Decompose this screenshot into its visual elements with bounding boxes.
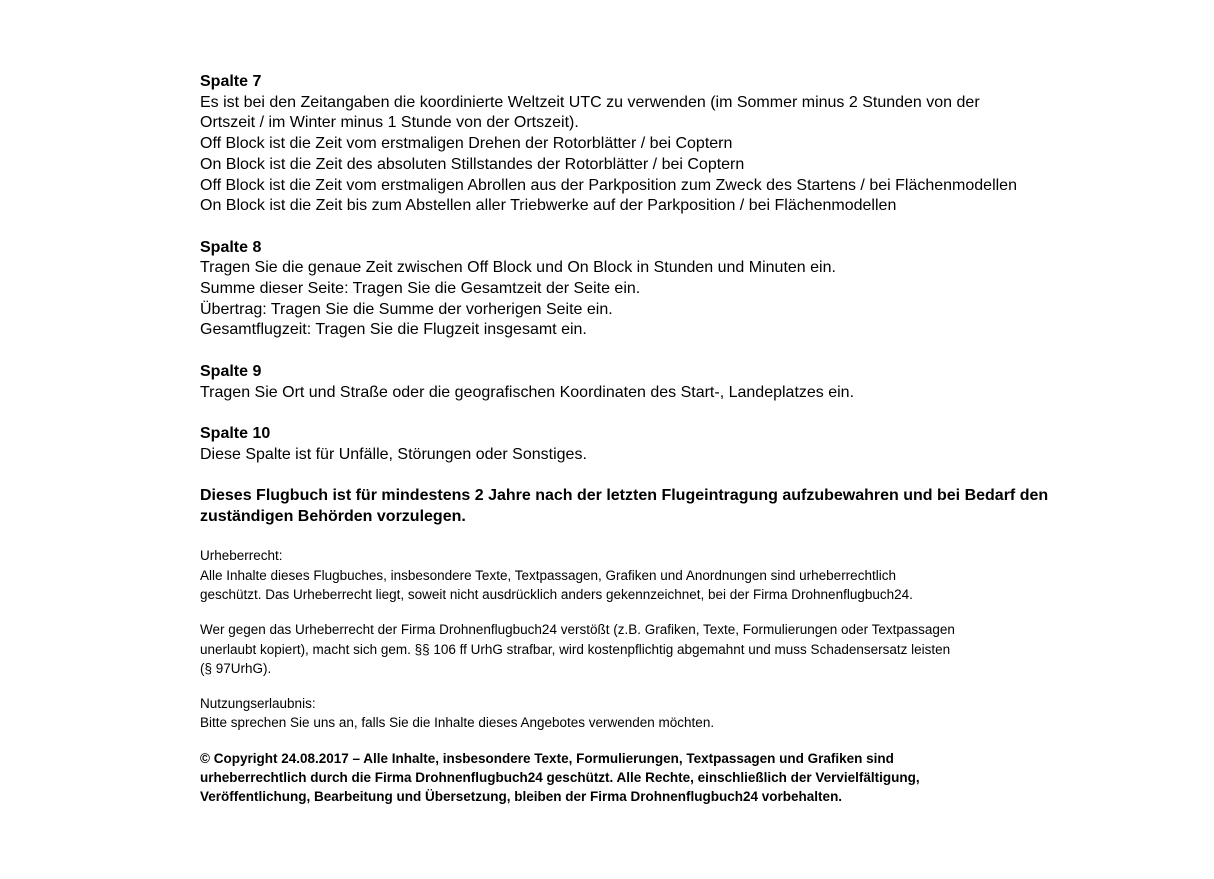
- text-line: Wer gegen das Urheberrecht der Firma Drohnenflugbuch24 verstößt (z.B. Grafiken, Texte, Formulierungen oder Textpassagen: [200, 622, 955, 638]
- text-line: zuständigen Behörden vorzulegen.: [200, 507, 466, 525]
- legal-verstoss-warnung: [200, 620, 1194, 678]
- text-line: Ortszeit / im Winter minus 1 Stunde von der Ortszeit).: [200, 114, 579, 132]
- text-line: Summe dieser Seite: Tragen Sie die Gesamtzeit der Seite ein.: [200, 280, 641, 298]
- text-line: Übertrag: Tragen Sie die Summe der vorherigen Seite ein.: [200, 300, 613, 318]
- text-line: geschützt. Das Urheberrecht liegt, soweit nicht ausdrücklich anders gekennzeichnet, bei der Firma Drohnenflugbuch24.: [200, 587, 913, 602]
- retention-notice: [200, 486, 1194, 527]
- text-line: Tragen Sie die genaue Zeit zwischen Off Block und On Block in Stunden und Minuten ein.: [200, 259, 836, 277]
- section-spalte-8: [200, 238, 1194, 342]
- text-line: Off Block ist die Zeit vom erstmaligen Abrollen aus der Parkposition zum Zweck des Startens / bei Flächenmodellen: [200, 176, 1017, 194]
- section-heading-spalte-7: Spalte 7: [200, 73, 262, 90]
- section-heading-spalte-10: Spalte 10: [200, 424, 271, 442]
- text-line: On Block ist die Zeit bis zum Abstellen aller Triebwerke auf der Parkposition / bei Flächenmodellen: [200, 197, 897, 215]
- section-spalte-10: [200, 424, 1194, 465]
- text-line: Bitte sprechen Sie uns an, falls Sie die Inhalte dieses Angebotes verwenden möchten.: [200, 715, 715, 731]
- section-heading-spalte-8: Spalte 8: [200, 238, 262, 256]
- text-line: Off Block ist die Zeit vom erstmaligen Drehen der Rotorblätter / bei Coptern: [200, 135, 733, 153]
- text-line: Veröffentlichung, Bearbeitung und Übersetzung, bleiben der Firma Drohnenflugbuch24 vorbehalten.: [200, 789, 843, 805]
- text-line: Tragen Sie Ort und Straße oder die geografischen Koordinaten des Start-, Landeplatzes ein.: [200, 383, 855, 401]
- text-line: unerlaubt kopiert), macht sich gem. §§ 106 ff UrhG strafbar, wird kostenpflichtig abgemahnt und muss Schadensersatz leisten: [200, 641, 951, 657]
- legal-copyright: [200, 749, 1194, 807]
- text-line: Nutzungserlaubnis:: [200, 696, 316, 712]
- text-line: Dieses Flugbuch ist für mindestens 2 Jahre nach der letzten Flugeintragung aufzubewahren und bei Bedarf den: [200, 487, 1049, 504]
- text-line: © Copyright 24.08.2017 – Alle Inhalte, insbesondere Texte, Formulierungen, Textpassagen und Grafiken sind: [200, 750, 894, 766]
- section-heading-spalte-9: Spalte 9: [200, 362, 262, 380]
- section-spalte-7: [200, 72, 1194, 217]
- legal-nutzungserlaubnis: [200, 694, 1194, 733]
- text-line: Gesamtflugzeit: Tragen Sie die Flugzeit insgesamt ein.: [200, 321, 587, 339]
- text-line: Urheberrecht:: [200, 548, 283, 564]
- text-line: (§ 97UrhG).: [200, 660, 272, 676]
- text-line: On Block ist die Zeit des absoluten Stillstandes der Rotorblätter / bei Coptern: [200, 155, 745, 173]
- section-spalte-9: [200, 362, 1194, 403]
- legal-urheberrecht: [200, 546, 1194, 604]
- text-line: Es ist bei den Zeitangaben die koordinierte Weltzeit UTC zu verwenden (im Sommer minus 2 Stunden von der: [200, 93, 980, 111]
- text-line: Alle Inhalte dieses Flugbuches, insbesondere Texte, Textpassagen, Grafiken und Anordnungen sind urheberrechtlich: [200, 567, 896, 583]
- text-line: Diese Spalte ist für Unfälle, Störungen oder Sonstiges.: [200, 445, 587, 463]
- text-line: urheberrechtlich durch die Firma Drohnenflugbuch24 geschützt. Alle Rechte, einschließlich der Vervielfältigung,: [200, 770, 920, 786]
